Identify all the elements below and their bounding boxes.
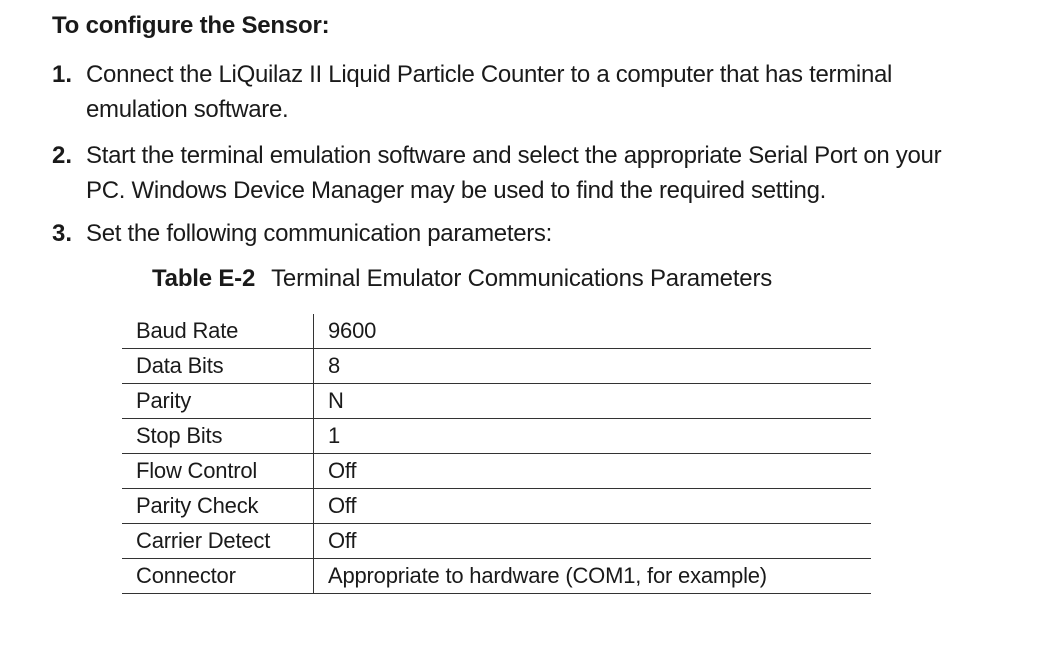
step-number: 1. — [52, 61, 73, 88]
parameter-name-cell: Flow Control — [122, 454, 314, 489]
parameter-name-cell: Stop Bits — [122, 419, 314, 454]
section-heading: To configure the Sensor: — [52, 12, 330, 39]
parameter-value-cell: Off — [314, 454, 872, 489]
parameters-table — [122, 314, 871, 594]
step-item — [52, 57, 1052, 127]
parameter-value-cell: Off — [314, 524, 872, 559]
step-text — [86, 57, 1052, 127]
step-number: 2. — [52, 142, 73, 169]
parameter-value-cell: Appropriate to hardware (COM1, for example) — [314, 559, 872, 594]
parameter-value-cell: 8 — [314, 349, 872, 384]
table-row — [122, 524, 871, 559]
step-text-line: emulation software. — [86, 96, 289, 123]
step-text — [86, 138, 1052, 208]
step-item — [52, 216, 1052, 251]
step-text-line: Connect the LiQuilaz II Liquid Particle Counter to a computer that has terminal — [86, 61, 893, 88]
parameter-value-cell: 1 — [314, 419, 872, 454]
table-row — [122, 454, 871, 489]
table-row — [122, 559, 871, 594]
parameter-name-cell: Data Bits — [122, 349, 314, 384]
parameter-name-cell: Carrier Detect — [122, 524, 314, 559]
table-row — [122, 314, 871, 349]
step-text-line: Start the terminal emulation software and select the appropriate Serial Port on your — [86, 142, 942, 169]
table-caption — [152, 265, 772, 293]
parameter-name-cell: Baud Rate — [122, 314, 314, 349]
table-title: Terminal Emulator Communications Parameters — [271, 265, 773, 292]
table-row — [122, 384, 871, 419]
step-text-line: Set the following communication parameters: — [86, 220, 552, 247]
parameter-name-cell: Parity — [122, 384, 314, 419]
step-number: 3. — [52, 220, 73, 247]
step-text — [86, 216, 1052, 251]
parameter-value-cell: 9600 — [314, 314, 872, 349]
table-row — [122, 489, 871, 524]
parameter-value-cell: Off — [314, 489, 872, 524]
step-text-line: PC. Windows Device Manager may be used to find the required setting. — [86, 177, 826, 204]
parameter-value-cell: N — [314, 384, 872, 419]
table-row — [122, 419, 871, 454]
step-item — [52, 138, 1052, 208]
table-row — [122, 349, 871, 384]
parameter-name-cell: Connector — [122, 559, 314, 594]
parameter-name-cell: Parity Check — [122, 489, 314, 524]
table-label: Table E-2 — [152, 265, 256, 292]
